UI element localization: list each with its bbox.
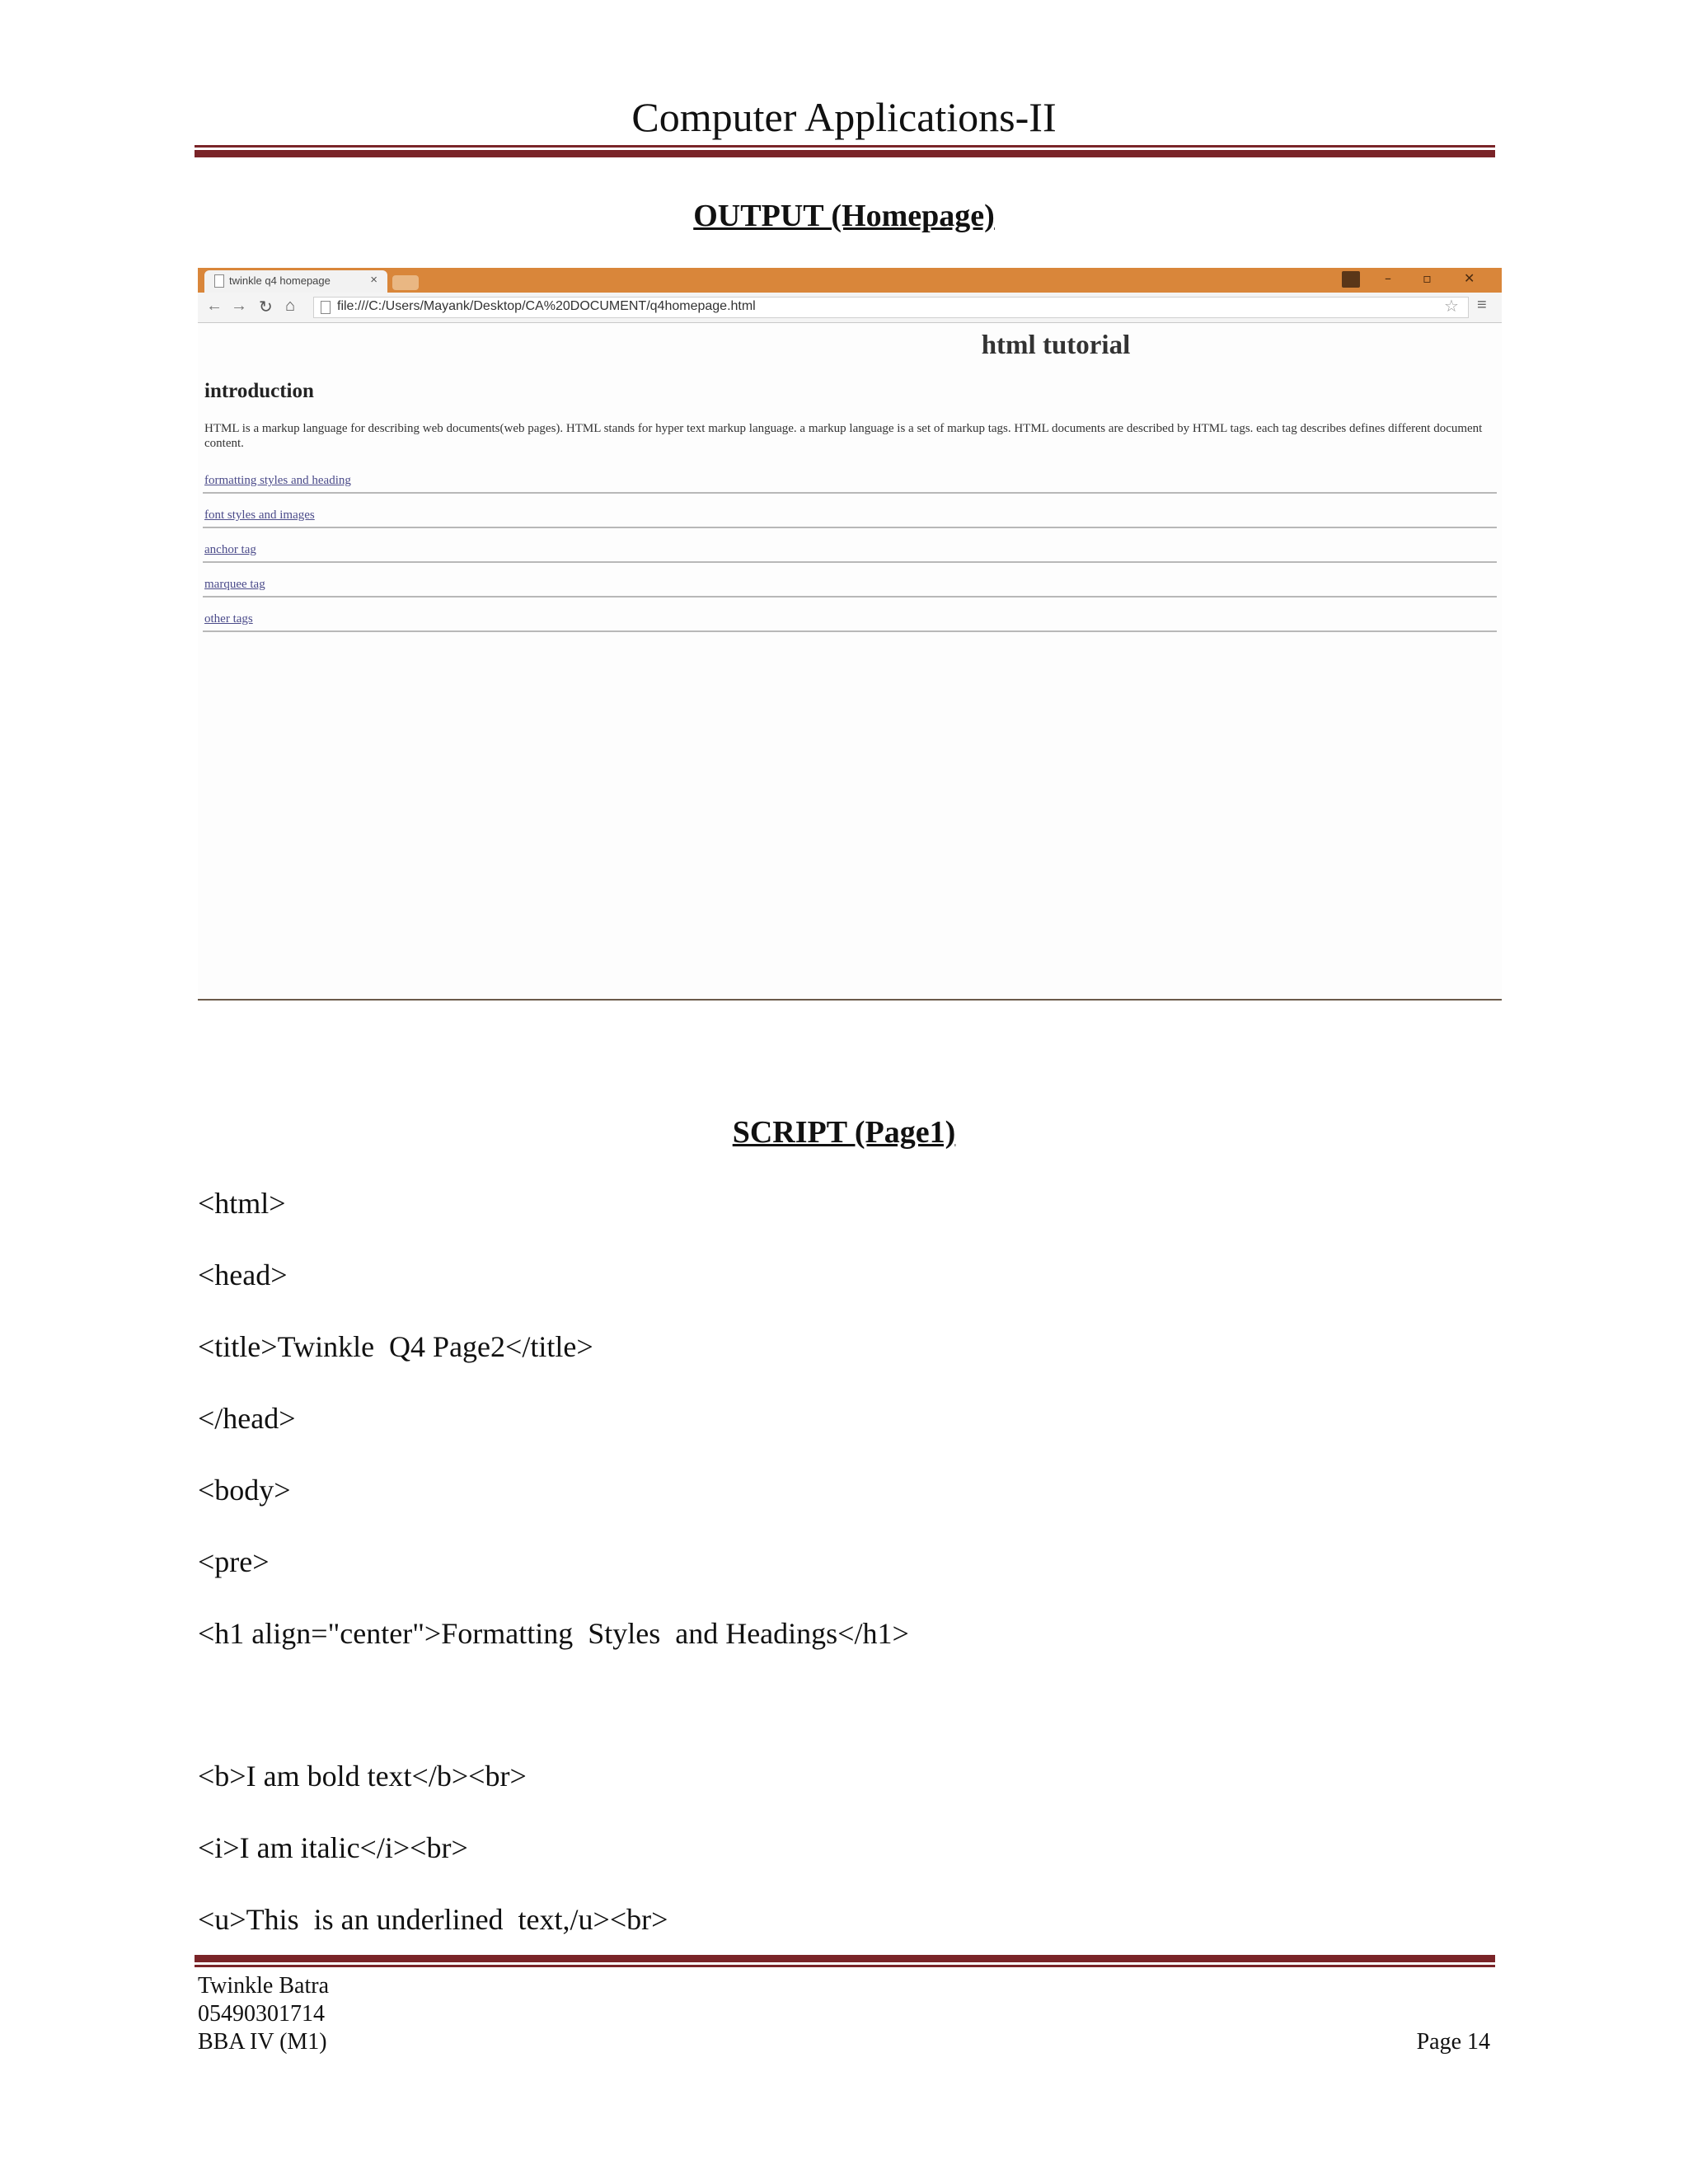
- code-line: <title>Twinkle Q4 Page2</title>: [198, 1330, 593, 1363]
- home-icon[interactable]: ⌂: [285, 297, 296, 315]
- page-icon: [214, 274, 224, 288]
- forward-icon[interactable]: →: [231, 297, 247, 315]
- code-line: <i>I am italic</i><br>: [198, 1831, 468, 1864]
- close-window-icon[interactable]: ✕: [1464, 270, 1475, 286]
- back-icon[interactable]: ←: [206, 297, 223, 315]
- code-line: </head>: [198, 1402, 296, 1435]
- content-paragraph: HTML is a markup language for describing web documents(web pages). HTML stands for hyper text markup language. a markup language is a set of markup tags. HTML documents are described by HTML tags. each tag describes defines different document content.: [204, 422, 1483, 450]
- tab-close-icon[interactable]: ×: [370, 273, 377, 287]
- page-icon: [321, 301, 331, 314]
- link-anchor[interactable]: anchor tag: [204, 543, 256, 556]
- content-heading: html tutorial: [981, 330, 1131, 360]
- new-tab-button[interactable]: [392, 275, 419, 290]
- footer-course: BBA IV (M1): [198, 2029, 327, 2055]
- code-line: <head>: [198, 1258, 288, 1291]
- code-line: <html>: [198, 1187, 286, 1220]
- link-marquee[interactable]: marquee tag: [204, 578, 265, 591]
- output-heading: OUTPUT (Homepage): [693, 199, 995, 233]
- header-rule-thin: [195, 145, 1495, 148]
- restore-icon[interactable]: ▫: [1423, 270, 1432, 286]
- page-title: Computer Applications-II: [631, 94, 1057, 140]
- code-line: <body>: [198, 1474, 291, 1507]
- browser-titlebar: [198, 268, 1502, 293]
- link-formatting[interactable]: formatting styles and heading: [204, 474, 351, 487]
- code-line: <h1 align="center">Formatting Styles and Headings</h1>: [198, 1617, 909, 1650]
- divider: [203, 527, 1497, 528]
- code-line: <b>I am bold text</b><br>: [198, 1760, 527, 1793]
- content-subheading: introduction: [204, 380, 314, 402]
- divider: [203, 630, 1497, 632]
- footer-roll-number: 05490301714: [198, 2001, 325, 2027]
- reload-icon[interactable]: ↻: [259, 298, 273, 316]
- page-number: Page 14: [1416, 2029, 1490, 2055]
- browser-screenshot: [198, 268, 1502, 1000]
- link-font-styles[interactable]: font styles and images: [204, 509, 315, 522]
- browser-content: [198, 322, 1502, 1000]
- browser-tab[interactable]: [204, 270, 387, 293]
- divider: [203, 492, 1497, 494]
- header-rule: [195, 150, 1495, 157]
- code-line: <pre>: [198, 1545, 270, 1578]
- star-icon[interactable]: ☆: [1444, 298, 1459, 316]
- address-bar[interactable]: [313, 297, 1469, 318]
- script-heading: SCRIPT (Page1): [732, 1115, 956, 1150]
- divider: [203, 561, 1497, 563]
- code-line: <u>This is an underlined text,/u><br>: [198, 1903, 668, 1936]
- screenshot-bottom-border: [198, 999, 1502, 1001]
- address-text: file:///C:/Users/Mayank/Desktop/CA%20DOCUMENT/q4homepage.html: [337, 299, 756, 313]
- footer-rule-thin: [195, 1965, 1495, 1967]
- minimize-icon[interactable]: –: [1385, 270, 1391, 286]
- link-other-tags[interactable]: other tags: [204, 612, 253, 626]
- browser-toolbar: [198, 293, 1502, 323]
- menu-icon[interactable]: ≡: [1477, 296, 1487, 314]
- tab-label: twinkle q4 homepage: [229, 274, 331, 287]
- footer-rule: [195, 1955, 1495, 1962]
- user-icon[interactable]: [1342, 271, 1360, 288]
- footer-name: Twinkle Batra: [198, 1973, 329, 1999]
- divider: [203, 596, 1497, 598]
